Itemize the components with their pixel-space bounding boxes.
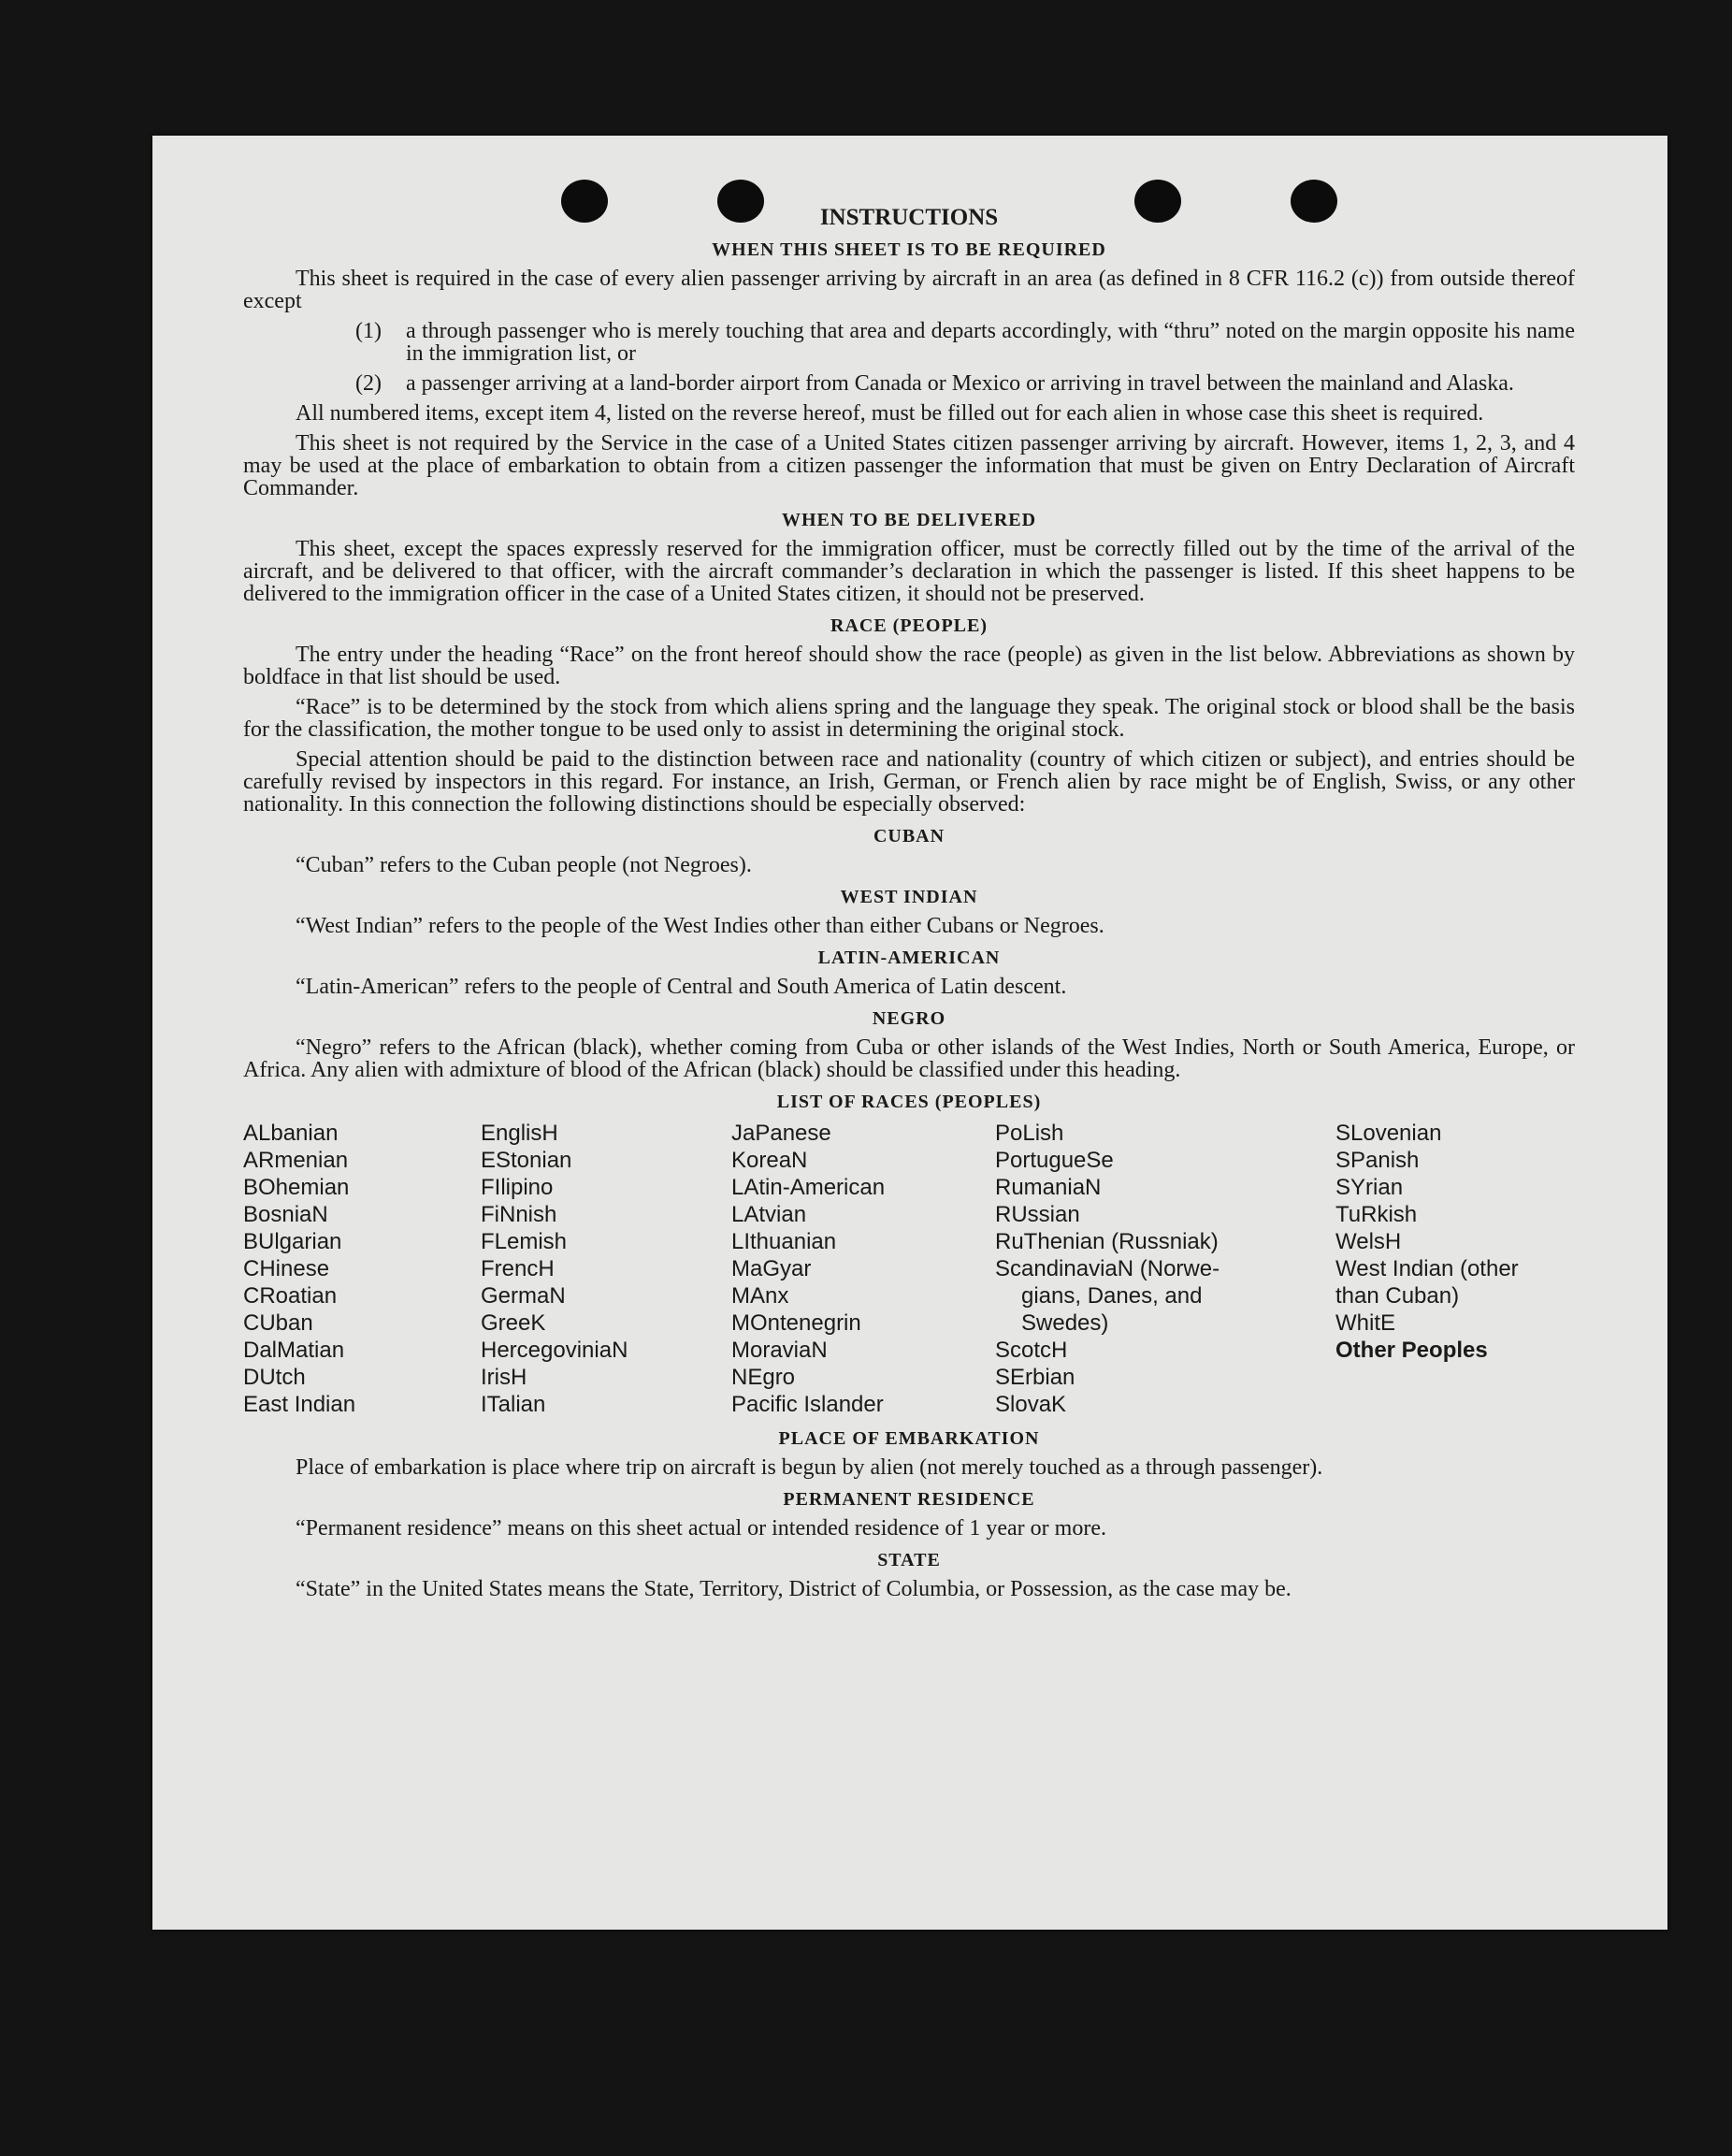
race-entry: CUban (243, 1310, 313, 1336)
section-heading: RACE (PEOPLE) (830, 615, 988, 636)
race-entry: Other Peoples (1335, 1338, 1488, 1363)
paragraph: This sheet, except the spaces expressly reserved for the immigration officer, must be correctly filled out by the time of the arrival of the aircraft, and be delivered to that officer, with the aircraft commander’s declaration in which the passenger is listed. If this sheet happens to be delivered to the immigration officer in the case of a United States citizen, it should not be preserved. (243, 537, 1575, 606)
section-heading: NEGRO (872, 1008, 946, 1029)
race-entry: MaGyar (731, 1256, 812, 1281)
race-entry: ITalian (481, 1392, 546, 1417)
race-entry: BUlgarian (243, 1229, 342, 1254)
race-entry: FIlipino (481, 1175, 554, 1200)
race-entry (1335, 1364, 1575, 1391)
race-entry: HercegoviniaN (481, 1338, 628, 1363)
race-entry: LAtvian (731, 1202, 807, 1227)
item-number: (2) (355, 371, 382, 396)
paragraph: This sheet is not required by the Service in the case of a United States citizen passenger arriving by aircraft. However, items 1, 2, 3, and 4 may be used at the place of embarkation to obtain from a citizen passenger the information that must be given on Entry Declaration of Aircraft Commander. (243, 431, 1575, 500)
race-entry: IrisH (481, 1365, 527, 1390)
item-text: a passenger arriving at a land-border airport from Canada or Mexico or arriving in travel between the mainland and Alaska. (406, 371, 1514, 396)
race-entry: RumaniaN (995, 1175, 1102, 1200)
race-entry: JaPanese (731, 1121, 831, 1146)
paragraph: “State” in the United States means the State, Territory, District of Columbia, or Possession, as the case may be. (296, 1577, 1292, 1601)
paragraph: “West Indian” refers to the people of the West Indies other than either Cubans or Negroes. (296, 914, 1104, 938)
paragraph: All numbered items, except item 4, listed on the reverse hereof, must be filled out for each alien in whose case this sheet is required. (296, 401, 1484, 426)
race-entry: TuRkish (1335, 1202, 1418, 1227)
race-entry: SPanish (1335, 1148, 1420, 1173)
race-entry: GermaN (481, 1283, 566, 1309)
paragraph: “Latin-American” refers to the people of Central and South America of Latin descent. (296, 975, 1067, 999)
race-entry: ALbanian (243, 1121, 339, 1146)
race-entry: LIthuanian (731, 1229, 837, 1254)
section-heading: PLACE OF EMBARKATION (778, 1428, 1040, 1449)
section-heading: WHEN TO BE DELIVERED (781, 510, 1037, 530)
item-number: (1) (355, 319, 382, 343)
race-entry: FLemish (481, 1229, 568, 1254)
races-list (243, 1120, 1575, 1418)
race-entry: PortugueSe (995, 1148, 1114, 1173)
paragraph: The entry under the heading “Race” on the front hereof should show the race (people) as given in the list below. Abbreviations as shown by boldface in that list should be used. (243, 643, 1575, 689)
race-entry: ScotcH (995, 1338, 1068, 1363)
instructions-content (243, 207, 1575, 1608)
race-entry: EnglisH (481, 1121, 558, 1146)
list-item (243, 320, 1575, 365)
race-entry: MAnx (731, 1283, 789, 1309)
document-page (152, 136, 1667, 1930)
paragraph: Place of embarkation is place where trip on aircraft is begun by alien (not merely touched as a through passenger). (296, 1455, 1323, 1480)
race-entry: gians, Danes, and (1021, 1283, 1203, 1309)
race-entry: SYrian (1335, 1175, 1404, 1200)
race-entry: ScandinaviaN (Norwe- (995, 1256, 1220, 1281)
race-entry: SLovenian (1335, 1121, 1442, 1146)
race-entry: West Indian (other (1335, 1256, 1519, 1281)
section-heading: CUBAN (873, 826, 945, 846)
race-entry: WhitE (1335, 1310, 1396, 1336)
race-entry: PoLish (995, 1121, 1064, 1146)
race-entry: BOhemian (243, 1175, 350, 1200)
race-entry: GreeK (481, 1310, 546, 1336)
race-entry: CRoatian (243, 1283, 338, 1309)
race-entry: DalMatian (243, 1338, 345, 1363)
race-entry (1335, 1391, 1575, 1418)
race-entry: DUtch (243, 1365, 306, 1390)
section-heading: PERMANENT RESIDENCE (783, 1489, 1035, 1510)
section-heading: WEST INDIAN (840, 887, 978, 907)
race-entry: MOntenegrin (731, 1310, 861, 1336)
paragraph: “Race” is to be determined by the stock from which aliens spring and the language they speak. The original stock or blood shall be the basis for the classification, the mother tongue to be used only to assist in determining the original stock. (243, 695, 1575, 742)
race-entry: Swedes) (1021, 1310, 1109, 1336)
race-entry: FiNnish (481, 1202, 557, 1227)
section-heading: LIST OF RACES (PEOPLES) (776, 1092, 1042, 1112)
list-item (243, 372, 1575, 395)
race-entry: ARmenian (243, 1148, 349, 1173)
race-entry: BosniaN (243, 1202, 328, 1227)
section-heading: STATE (877, 1550, 941, 1570)
paragraph: Special attention should be paid to the distinction between race and nationality (country of which citizen or subject), and entries should be carefully revised by inspectors in this regard. For instance, an Irish, German, or French alien by race might be of English, Swiss, or any other nationality. In this connection the following distinctions should be especially observed: (243, 747, 1575, 817)
race-entry: KoreaN (731, 1148, 808, 1173)
item-text: a through passenger who is merely touching that area and departs accordingly, with “thru” noted on the margin opposite his name in the immigration list, or (406, 319, 1575, 366)
paragraph: “Negro” refers to the African (black), whether coming from Cuba or other islands of the West Indies, North or South America, Europe, or Africa. Any alien with admixture of blood of the African (black) should be classified under this heading. (243, 1035, 1575, 1082)
race-entry: EStonian (481, 1148, 572, 1173)
race-entry: SlovaK (995, 1392, 1067, 1417)
race-entry: East Indian (243, 1392, 356, 1417)
race-entry: RUssian (995, 1202, 1080, 1227)
race-entry: CHinese (243, 1256, 330, 1281)
race-entry: WelsH (1335, 1229, 1402, 1254)
race-entry: FrencH (481, 1256, 555, 1281)
race-entry: SErbian (995, 1365, 1075, 1390)
section-heading: WHEN THIS SHEET IS TO BE REQUIRED (712, 239, 1106, 260)
race-entry: than Cuban) (1335, 1283, 1460, 1309)
section-heading: LATIN-AMERICAN (817, 948, 1001, 968)
paragraph: “Permanent residence” means on this sheet actual or intended residence of 1 year or more. (296, 1516, 1106, 1541)
page-title: INSTRUCTIONS (819, 205, 999, 230)
race-entry: LAtin-American (731, 1175, 886, 1200)
paragraph: This sheet is required in the case of every alien passenger arriving by aircraft in an area (as defined in 8 CFR 116.2 (c)) from outside thereof except (243, 267, 1575, 313)
race-entry: MoraviaN (731, 1338, 828, 1363)
race-entry: Pacific Islander (731, 1392, 884, 1417)
paragraph: “Cuban” refers to the Cuban people (not Negroes). (296, 853, 752, 877)
race-entry: NEgro (731, 1365, 796, 1390)
race-entry: RuThenian (Russniak) (995, 1229, 1219, 1254)
